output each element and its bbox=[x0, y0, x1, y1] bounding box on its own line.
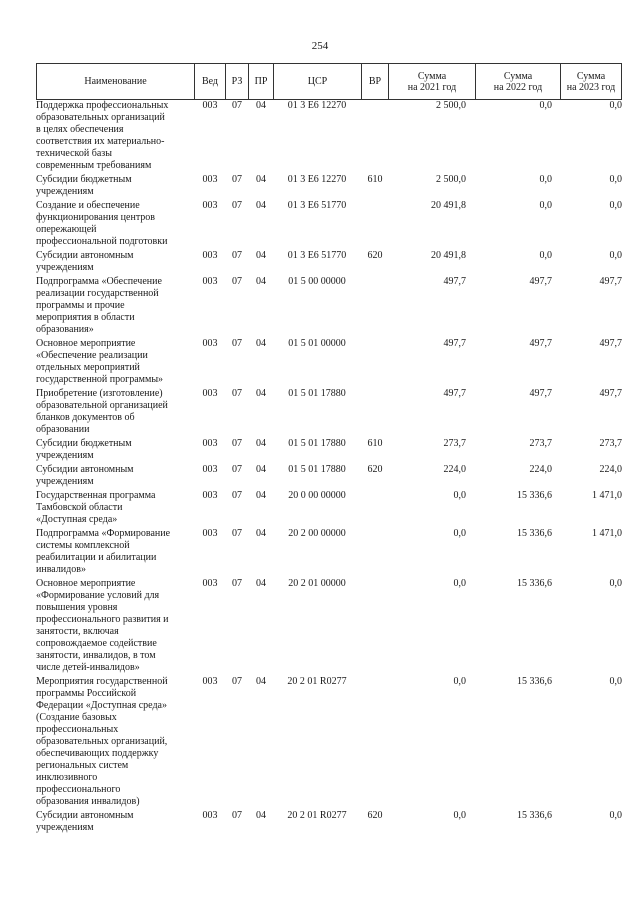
row-csr: 01 5 01 17880 bbox=[288, 388, 346, 399]
row-name: Основное мероприятие «Формирование условий для повышения уровня профессионального развития и занятости, включая сопровождаемое содействие занятости, инвалидов, в том числе детей-инвалидов» bbox=[36, 578, 169, 673]
row-ved: 003 bbox=[202, 438, 218, 449]
table-row bbox=[36, 100, 622, 174]
row-pr: 04 bbox=[256, 338, 266, 349]
row-ved: 003 bbox=[202, 490, 218, 501]
row-name: Субсидии автономным учреждениям bbox=[36, 250, 134, 273]
row-csr: 20 2 01 00000 bbox=[288, 578, 346, 589]
table-body bbox=[36, 100, 622, 836]
row-sum-2022: 15 336,6 bbox=[517, 810, 552, 821]
page-number: 254 bbox=[311, 40, 329, 52]
row-name: Субсидии автономным учреждениям bbox=[36, 464, 134, 487]
row-csr: 20 2 01 R0277 bbox=[287, 810, 347, 821]
row-pr: 04 bbox=[256, 490, 266, 501]
row-rz: 07 bbox=[232, 338, 242, 349]
row-sum-2023: 0,0 bbox=[609, 676, 622, 687]
row-rz: 07 bbox=[232, 810, 242, 821]
row-name: Субсидии бюджетным учреждениям bbox=[36, 438, 132, 461]
row-sum-2021: 2 500,0 bbox=[436, 100, 466, 111]
row-sum-2022: 15 336,6 bbox=[517, 528, 552, 539]
row-name: Мероприятия государственной программы Российской Федерации «Доступная среда» (Создание базовых профессиональных образовательных организаций, обеспечивающих поддержку региональных систем инклюзивного профессионального образования инвалидов) bbox=[36, 676, 168, 807]
table-row bbox=[36, 578, 622, 676]
row-sum-2022: 0,0 bbox=[539, 174, 552, 185]
row-sum-2023: 1 471,0 bbox=[592, 528, 622, 539]
table-row bbox=[36, 388, 622, 438]
row-sum-2023: 497,7 bbox=[599, 276, 622, 287]
row-sum-2021: 497,7 bbox=[443, 276, 466, 287]
row-rz: 07 bbox=[232, 276, 242, 287]
row-vr: 620 bbox=[367, 810, 383, 821]
row-name: Подпрограмма «Обеспечение реализации государственной программы и прочие мероприятия в области образования» bbox=[36, 276, 162, 335]
row-name: Создание и обеспечение функционирования центров опережающей профессиональной подготовки bbox=[36, 200, 168, 247]
row-sum-2021: 273,7 bbox=[443, 438, 466, 449]
row-csr: 01 3 Е6 12270 bbox=[287, 174, 347, 185]
budget-table bbox=[36, 63, 622, 836]
header-rz: РЗ bbox=[225, 64, 248, 99]
table-row bbox=[36, 464, 622, 490]
row-sum-2022: 273,7 bbox=[529, 438, 552, 449]
row-sum-2021: 497,7 bbox=[443, 338, 466, 349]
row-sum-2021: 0,0 bbox=[453, 810, 466, 821]
row-sum-2023: 0,0 bbox=[609, 174, 622, 185]
table-row bbox=[36, 276, 622, 338]
row-rz: 07 bbox=[232, 250, 242, 261]
row-sum-2023: 0,0 bbox=[609, 578, 622, 589]
row-csr: 01 3 Е6 12270 bbox=[287, 100, 347, 111]
row-sum-2023: 0,0 bbox=[609, 200, 622, 211]
row-vr: 610 bbox=[367, 174, 383, 185]
row-rz: 07 bbox=[232, 528, 242, 539]
row-sum-2021: 20 491,8 bbox=[431, 200, 466, 211]
row-rz: 07 bbox=[232, 676, 242, 687]
row-sum-2023: 497,7 bbox=[599, 388, 622, 399]
row-csr: 01 5 00 00000 bbox=[288, 276, 346, 287]
row-pr: 04 bbox=[256, 200, 266, 211]
row-ved: 003 bbox=[202, 100, 218, 111]
row-name: Государственная программа Тамбовской области «Доступная среда» bbox=[36, 490, 156, 525]
row-pr: 04 bbox=[256, 100, 266, 111]
row-sum-2022: 15 336,6 bbox=[517, 578, 552, 589]
row-ved: 003 bbox=[202, 250, 218, 261]
header-ved: Вед bbox=[194, 64, 225, 99]
row-sum-2022: 0,0 bbox=[539, 250, 552, 261]
row-sum-2023: 1 471,0 bbox=[592, 490, 622, 501]
header-sum-2021: Сумма на 2021 год bbox=[388, 64, 475, 99]
row-csr: 20 2 00 00000 bbox=[288, 528, 346, 539]
table-row bbox=[36, 528, 622, 578]
row-sum-2022: 497,7 bbox=[529, 338, 552, 349]
row-sum-2021: 0,0 bbox=[453, 578, 466, 589]
row-sum-2021: 2 500,0 bbox=[436, 174, 466, 185]
row-sum-2021: 0,0 bbox=[453, 528, 466, 539]
row-name: Основное мероприятие «Обеспечение реализации отдельных мероприятий государственной программы» bbox=[36, 338, 164, 385]
row-name: Поддержка профессиональных образовательных организаций в целях обеспечения соответствия их материально- технической базы современным требованиям bbox=[36, 100, 169, 171]
row-rz: 07 bbox=[232, 174, 242, 185]
row-ved: 003 bbox=[202, 388, 218, 399]
row-pr: 04 bbox=[256, 464, 266, 475]
row-name: Приобретение (изготовление) образовательной организацией бланков документов об образовании bbox=[36, 388, 168, 435]
table-row bbox=[36, 438, 622, 464]
row-sum-2021: 20 491,8 bbox=[431, 250, 466, 261]
table-row bbox=[36, 200, 622, 250]
row-pr: 04 bbox=[256, 276, 266, 287]
row-rz: 07 bbox=[232, 388, 242, 399]
row-pr: 04 bbox=[256, 528, 266, 539]
row-sum-2021: 497,7 bbox=[443, 388, 466, 399]
row-ved: 003 bbox=[202, 578, 218, 589]
row-ved: 003 bbox=[202, 676, 218, 687]
row-pr: 04 bbox=[256, 438, 266, 449]
row-ved: 003 bbox=[202, 338, 218, 349]
row-vr: 610 bbox=[367, 438, 383, 449]
row-sum-2022: 0,0 bbox=[539, 100, 552, 111]
row-name: Субсидии бюджетным учреждениям bbox=[36, 174, 132, 197]
row-csr: 01 3 Е6 51770 bbox=[287, 200, 347, 211]
row-csr: 01 3 Е6 51770 bbox=[287, 250, 347, 261]
row-csr: 01 5 01 17880 bbox=[288, 438, 346, 449]
table-row bbox=[36, 810, 622, 836]
row-sum-2022: 15 336,6 bbox=[517, 490, 552, 501]
row-name: Субсидии автономным учреждениям bbox=[36, 810, 134, 833]
row-pr: 04 bbox=[256, 174, 266, 185]
row-rz: 07 bbox=[232, 100, 242, 111]
row-rz: 07 bbox=[232, 200, 242, 211]
row-sum-2022: 0,0 bbox=[539, 200, 552, 211]
table-row bbox=[36, 338, 622, 388]
row-ved: 003 bbox=[202, 276, 218, 287]
row-ved: 003 bbox=[202, 810, 218, 821]
row-ved: 003 bbox=[202, 464, 218, 475]
row-vr: 620 bbox=[367, 250, 383, 261]
row-sum-2022: 224,0 bbox=[529, 464, 552, 475]
header-csr: ЦСР bbox=[273, 64, 361, 99]
row-rz: 07 bbox=[232, 438, 242, 449]
row-sum-2023: 0,0 bbox=[609, 100, 622, 111]
table-row bbox=[36, 250, 622, 276]
row-sum-2023: 273,7 bbox=[599, 438, 622, 449]
row-sum-2022: 497,7 bbox=[529, 388, 552, 399]
table-row bbox=[36, 490, 622, 528]
row-pr: 04 bbox=[256, 676, 266, 687]
row-ved: 003 bbox=[202, 174, 218, 185]
row-sum-2023: 497,7 bbox=[599, 338, 622, 349]
row-sum-2021: 0,0 bbox=[453, 676, 466, 687]
row-ved: 003 bbox=[202, 528, 218, 539]
row-pr: 04 bbox=[256, 810, 266, 821]
header-sum-2022: Сумма на 2022 год bbox=[475, 64, 560, 99]
row-rz: 07 bbox=[232, 490, 242, 501]
table-header bbox=[36, 63, 622, 100]
header-sum-2023: Сумма на 2023 год bbox=[560, 64, 622, 99]
row-vr: 620 bbox=[367, 464, 383, 475]
row-pr: 04 bbox=[256, 578, 266, 589]
row-sum-2021: 224,0 bbox=[443, 464, 466, 475]
header-name: Наименование bbox=[36, 64, 194, 99]
table-row bbox=[36, 174, 622, 200]
row-csr: 01 5 01 00000 bbox=[288, 338, 346, 349]
header-pr: ПР bbox=[248, 64, 273, 99]
row-sum-2022: 497,7 bbox=[529, 276, 552, 287]
row-sum-2023: 224,0 bbox=[599, 464, 622, 475]
table-row bbox=[36, 676, 622, 810]
row-rz: 07 bbox=[232, 578, 242, 589]
row-sum-2023: 0,0 bbox=[609, 250, 622, 261]
row-name: Подпрограмма «Формирование системы комплексной реабилитации и абилитации инвалидов» bbox=[36, 528, 171, 575]
row-pr: 04 bbox=[256, 250, 266, 261]
row-csr: 01 5 01 17880 bbox=[288, 464, 346, 475]
row-csr: 20 2 01 R0277 bbox=[287, 676, 347, 687]
row-sum-2021: 0,0 bbox=[453, 490, 466, 501]
row-pr: 04 bbox=[256, 388, 266, 399]
row-rz: 07 bbox=[232, 464, 242, 475]
row-sum-2023: 0,0 bbox=[609, 810, 622, 821]
row-sum-2022: 15 336,6 bbox=[517, 676, 552, 687]
header-vr: ВР bbox=[361, 64, 388, 99]
row-ved: 003 bbox=[202, 200, 218, 211]
row-csr: 20 0 00 00000 bbox=[288, 490, 346, 501]
